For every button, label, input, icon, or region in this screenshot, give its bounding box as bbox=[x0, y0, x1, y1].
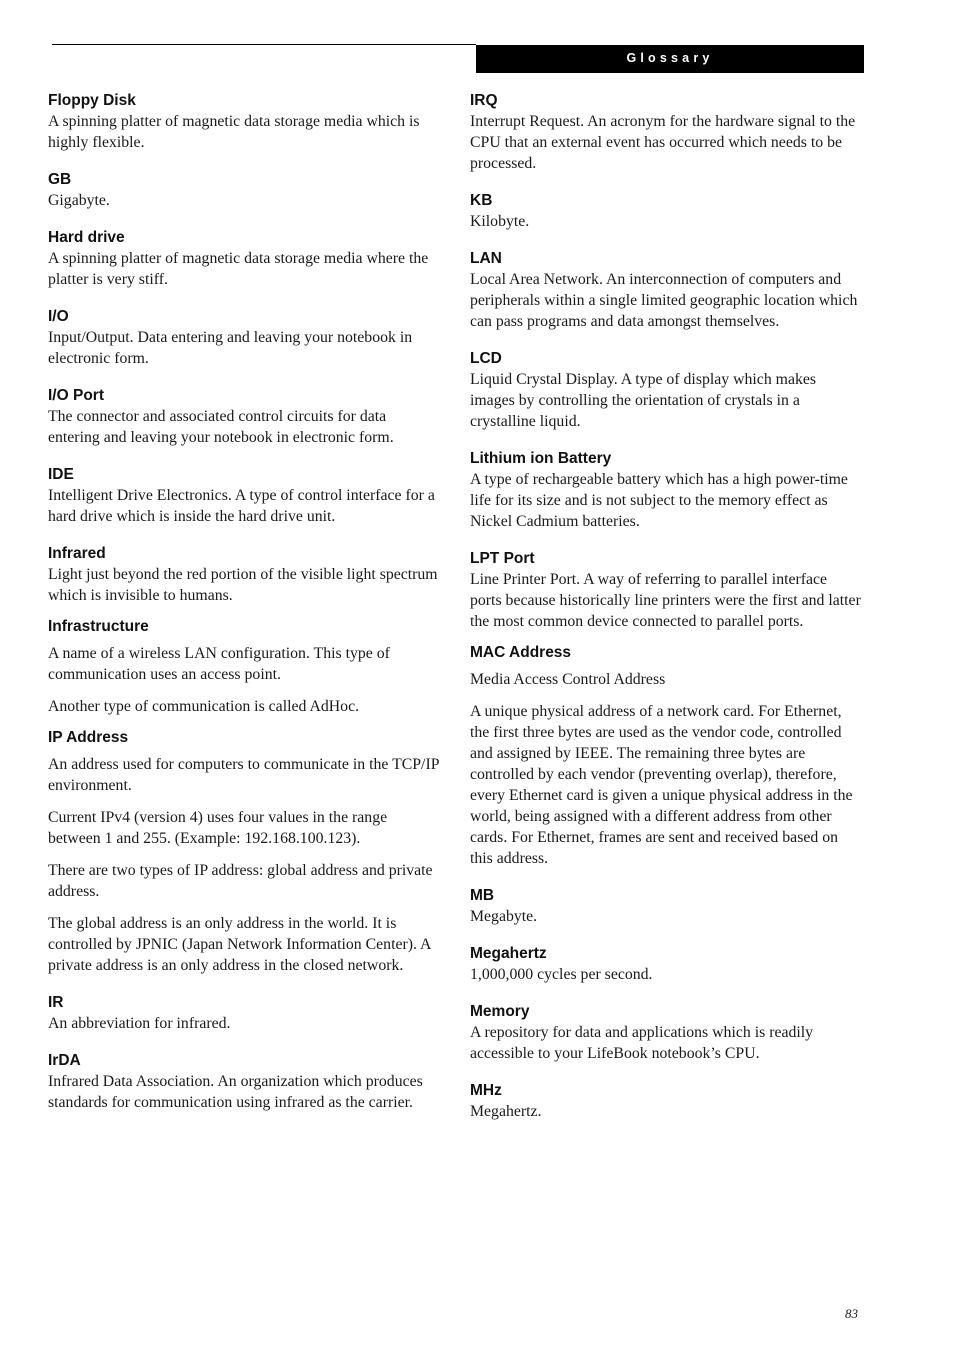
glossary-term: IrDA bbox=[48, 1052, 81, 1069]
section-title-bar bbox=[476, 45, 864, 73]
glossary-term: Hard drive bbox=[48, 229, 125, 246]
glossary-term: Infrared bbox=[48, 545, 106, 562]
glossary-term: LCD bbox=[470, 350, 502, 367]
glossary-entry bbox=[48, 169, 440, 211]
glossary-entry bbox=[470, 248, 862, 332]
glossary-term: I/O Port bbox=[48, 387, 104, 404]
glossary-entry bbox=[470, 348, 862, 432]
glossary-entry bbox=[48, 464, 440, 527]
glossary-definition: Another type of communication is called AdHoc. bbox=[48, 698, 360, 715]
glossary-column-right bbox=[470, 90, 862, 1138]
glossary-definition: Local Area Network. An interconnection of computers and peripherals within a single limited geographic location which can pass programs and data amongst themselves. bbox=[470, 271, 858, 330]
glossary-definition: There are two types of IP address: global address and private address. bbox=[48, 862, 433, 900]
glossary-definition: Interrupt Request. An acronym for the hardware signal to the CPU that an external event has occurred which needs to be processed. bbox=[470, 113, 856, 172]
glossary-term: LAN bbox=[470, 250, 502, 267]
glossary-term: Lithium ion Battery bbox=[470, 450, 612, 467]
glossary-definition: Kilobyte. bbox=[470, 213, 530, 230]
glossary-entry bbox=[48, 227, 440, 290]
glossary-term: Megahertz bbox=[470, 945, 547, 962]
glossary-entry bbox=[470, 943, 862, 985]
glossary-term: MB bbox=[470, 887, 495, 904]
glossary-entry bbox=[48, 543, 440, 606]
glossary-entry bbox=[48, 385, 440, 448]
glossary-definition: The connector and associated control circuits for data entering and leaving your notebook in electronic form. bbox=[48, 408, 394, 446]
glossary-definition: An address used for computers to communicate in the TCP/IP environment. bbox=[48, 756, 439, 794]
glossary-entry bbox=[48, 90, 440, 153]
glossary-definition: Current IPv4 (version 4) uses four values in the range between 1 and 255. (Example: 192.168.100.123). bbox=[48, 809, 388, 847]
glossary-entry bbox=[470, 548, 862, 632]
glossary-definition: A unique physical address of a network card. For Ethernet, the first three bytes are used as the vendor code, controlled and assigned by IEEE. The remaining three bytes are controlled by each vendor (preventing overlap), therefore, every Ethernet card is given a unique physical address in the world, being assigned with a different address from other cards. For Ethernet, frames are sent and received based on this address. bbox=[470, 703, 853, 867]
glossary-definition: Megahertz. bbox=[470, 1103, 542, 1120]
glossary-definition: A repository for data and applications which is readily accessible to your LifeBook notebook’s CPU. bbox=[470, 1024, 814, 1062]
glossary-entry bbox=[470, 1001, 862, 1064]
glossary-definition: A type of rechargeable battery which has a high power-time life for its size and is not subject to the memory effect as Nickel Cadmium batteries. bbox=[470, 471, 848, 530]
glossary-entry bbox=[470, 90, 862, 174]
glossary-definition: The global address is an only address in the world. It is controlled by JPNIC (Japan Network Information Center). A private address is an only address in the closed network. bbox=[48, 915, 431, 974]
glossary-term: I/O bbox=[48, 308, 69, 325]
glossary-entry bbox=[48, 616, 440, 717]
glossary-term: Infrastructure bbox=[48, 618, 149, 635]
glossary-definition: Line Printer Port. A way of referring to parallel interface ports because historically line printers were the first and latter the most common device connected to parallel ports. bbox=[470, 571, 861, 630]
glossary-definition: A name of a wireless LAN configuration. This type of communication uses an access point. bbox=[48, 645, 390, 683]
glossary-term: IRQ bbox=[470, 92, 498, 109]
glossary-term: MAC Address bbox=[470, 644, 572, 661]
glossary-entry bbox=[470, 885, 862, 927]
glossary-entry bbox=[48, 727, 440, 976]
glossary-definition: Gigabyte. bbox=[48, 192, 110, 209]
glossary-definition: 1,000,000 cycles per second. bbox=[470, 966, 653, 983]
glossary-definition: Light just beyond the red portion of the visible light spectrum which is invisible to humans. bbox=[48, 566, 438, 604]
glossary-entry bbox=[470, 190, 862, 232]
glossary-definition: A spinning platter of magnetic data storage media which is highly flexible. bbox=[48, 113, 420, 151]
glossary-definition: Input/Output. Data entering and leaving your notebook in electronic form. bbox=[48, 329, 413, 367]
section-title: Glossary bbox=[626, 51, 714, 65]
page-number: 83 bbox=[845, 1306, 858, 1321]
glossary-definition: A spinning platter of magnetic data storage media where the platter is very stiff. bbox=[48, 250, 429, 288]
glossary-entry bbox=[48, 306, 440, 369]
glossary-entry bbox=[48, 1050, 440, 1113]
glossary-term: LPT Port bbox=[470, 550, 535, 567]
glossary-term: KB bbox=[470, 192, 493, 209]
glossary-term: IDE bbox=[48, 466, 74, 483]
glossary-definition: Liquid Crystal Display. A type of display which makes images by controlling the orientation of crystals in a crystalline liquid. bbox=[470, 371, 817, 430]
glossary-entry bbox=[470, 448, 862, 532]
glossary-definition: Intelligent Drive Electronics. A type of control interface for a hard drive which is inside the hard drive unit. bbox=[48, 487, 435, 525]
glossary-entry bbox=[48, 992, 440, 1034]
glossary-entry bbox=[470, 642, 862, 869]
glossary-term: GB bbox=[48, 171, 72, 188]
glossary-column-left bbox=[48, 90, 440, 1129]
glossary-entry bbox=[470, 1080, 862, 1122]
header-rule bbox=[52, 44, 476, 45]
glossary-definition: Megabyte. bbox=[470, 908, 538, 925]
glossary-term: Memory bbox=[470, 1003, 530, 1020]
glossary-definition: An abbreviation for infrared. bbox=[48, 1015, 231, 1032]
glossary-term: IR bbox=[48, 994, 64, 1011]
glossary-definition: Media Access Control Address bbox=[470, 671, 666, 688]
glossary-definition: Infrared Data Association. An organization which produces standards for communication using infrared as the carrier. bbox=[48, 1073, 423, 1111]
glossary-term: MHz bbox=[470, 1082, 502, 1099]
glossary-term: IP Address bbox=[48, 729, 129, 746]
glossary-term: Floppy Disk bbox=[48, 92, 136, 109]
